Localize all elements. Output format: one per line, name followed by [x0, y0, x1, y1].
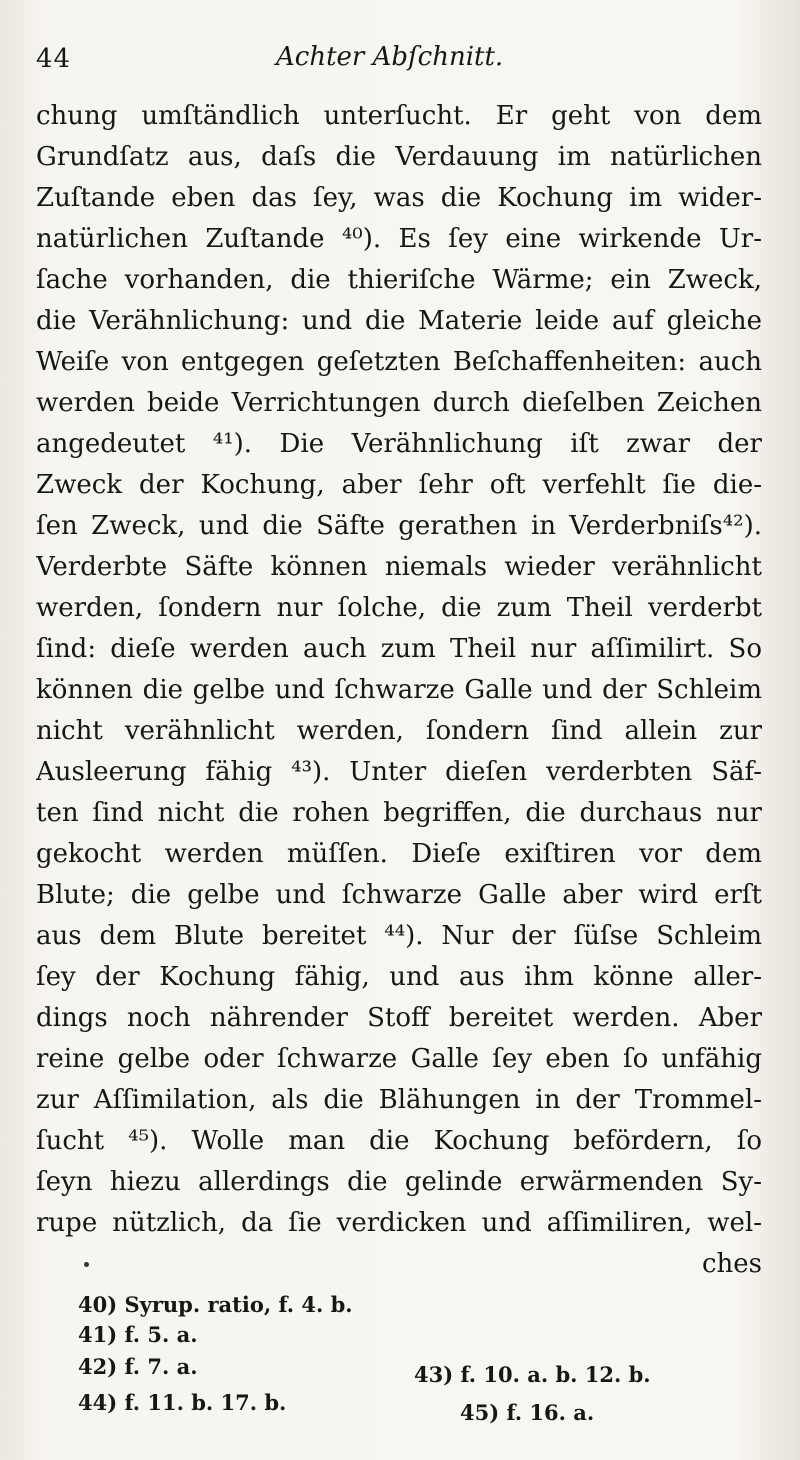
catchword: ches	[701, 1249, 762, 1279]
text-line: ſache vorhanden, die thieriſche Wärme; ein Zweck,	[36, 265, 762, 295]
text-line: Blute; die gelbe und ſchwarze Galle aber wird erſt	[36, 880, 762, 910]
footnote-45: 45) f. 16. a.	[460, 1400, 595, 1425]
text-line: dings noch nährender Stoff bereitet werden. Aber	[36, 1003, 762, 1033]
text-line: ſind: dieſe werden auch zum Theil nur aſſimilirt. So	[36, 634, 762, 664]
text-line: Zweck der Kochung, aber ſehr oft verfehlt ſie die-	[36, 470, 762, 500]
text-line: Verderbte Säfte können niemals wieder verähnlicht	[36, 552, 762, 582]
text-line: nicht verähnlicht werden, ſondern ſind allein zur	[36, 716, 762, 746]
footnote-43: 43) f. 10. a. b. 12. b.	[414, 1362, 651, 1387]
footnote-44: 44) f. 11. b. 17. b.	[78, 1390, 287, 1415]
footnote-40: 40) Syrup. ratio, f. 4. b.	[78, 1292, 353, 1317]
text-line: Grundſatz aus, daſs die Verdauung im natürlichen	[36, 142, 762, 172]
text-line: die Verähnlichung: und die Materie leide auf gleiche	[36, 306, 762, 336]
text-line: Zuſtande eben das ſey, was die Kochung im wider-	[36, 183, 762, 213]
text-line: Ausleerung fähig ⁴³). Unter dieſen verderbten Säf-	[36, 757, 762, 787]
text-line: aus dem Blute bereitet ⁴⁴). Nur der ſüſse Schleim	[36, 921, 762, 951]
text-line: werden beide Verrichtungen durch dieſelben Zeichen	[36, 388, 762, 418]
text-line: ſeyn hiezu allerdings die gelinde erwärmenden Sy-	[36, 1167, 762, 1197]
text-line: gekocht werden müſſen. Dieſe exiſtiren vor dem	[36, 839, 762, 869]
text-line: Weiſe von entgegen geſetzten Beſchaffenheiten: auch	[36, 347, 762, 377]
text-line: ſucht ⁴⁵). Wolle man die Kochung befördern, ſo	[36, 1126, 762, 1156]
text-line: rupe nützlich, da ſie verdicken und aſſimiliren, wel-	[36, 1208, 762, 1238]
footnote-41: 41) f. 5. a.	[78, 1322, 198, 1347]
page-number: 44	[36, 44, 72, 74]
text-line: natürlichen Zuſtande ⁴⁰). Es ſey eine wirkende Ur-	[36, 224, 762, 254]
text-line: ten ſind nicht die rohen begriffen, die durchaus nur	[36, 798, 762, 828]
text-line: können die gelbe und ſchwarze Galle und der Schleim	[36, 675, 762, 705]
text-line: zur Aſſimilation, als die Blähungen in der Trommel-	[36, 1085, 762, 1115]
text-line: ſey der Kochung fähig, und aus ihm könne aller-	[36, 962, 762, 992]
text-line: werden, ſondern nur ſolche, die zum Theil verderbt	[36, 593, 762, 623]
text-line: ſen Zweck, und die Säfte gerathen in Verderbniſs⁴²).	[36, 511, 762, 541]
text-line: reine gelbe oder ſchwarze Galle ſey eben ſo unfähig	[36, 1044, 762, 1074]
running-head: Achter Abſchnitt.	[276, 42, 504, 72]
body-text	[36, 96, 762, 1285]
text-line: angedeutet ⁴¹). Die Verähnlichung iſt zwar der	[36, 429, 762, 459]
text-line: chung umſtändlich unterſucht. Er geht von dem	[36, 101, 762, 131]
ink-dot	[84, 1262, 89, 1267]
footnote-42: 42) f. 7. a.	[78, 1354, 198, 1379]
